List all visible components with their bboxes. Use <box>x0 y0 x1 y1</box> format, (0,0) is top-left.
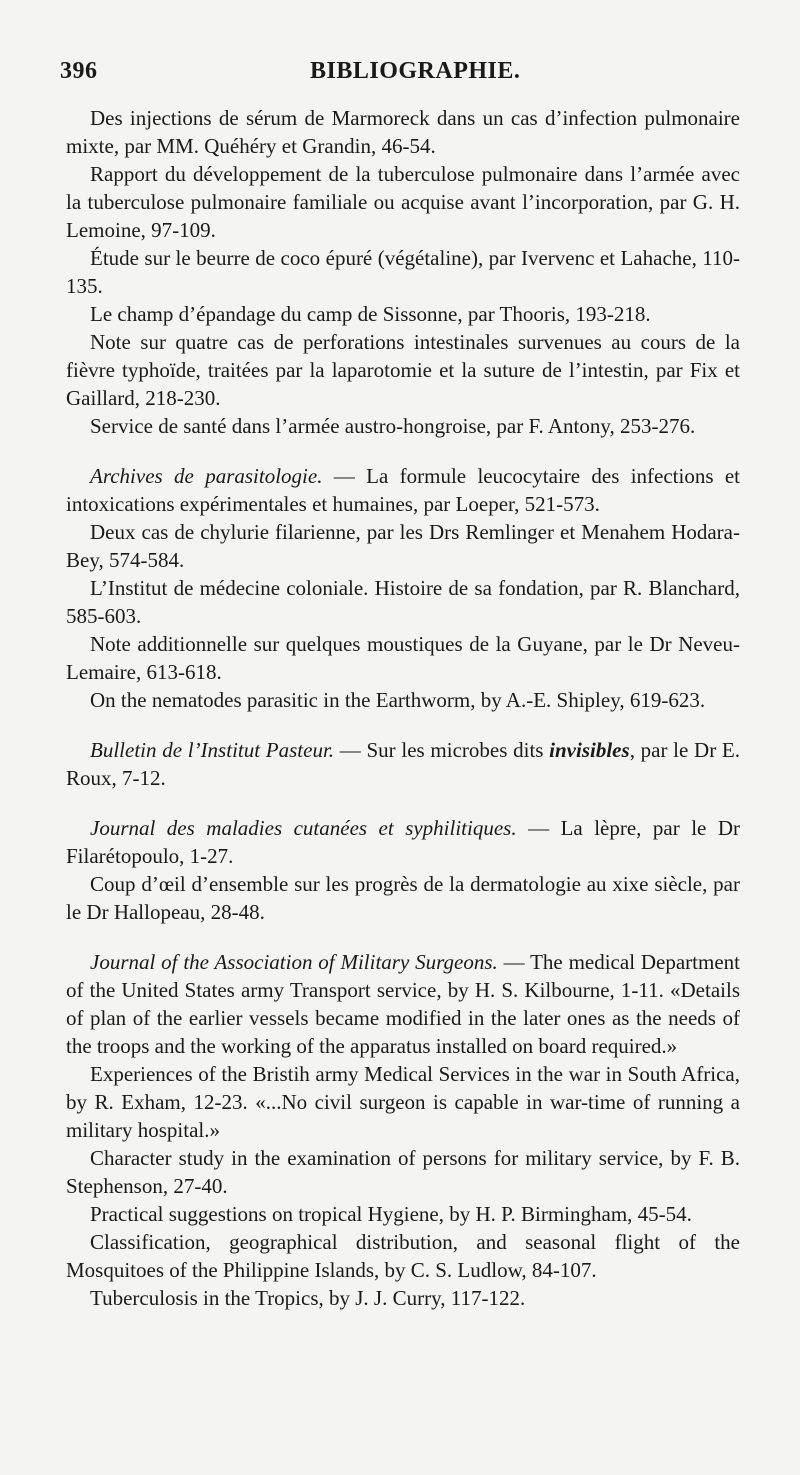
bibliography-entry: Note additionnelle sur quelques moustiques de la Guyane, par le Dr Neveu-Lemaire, 613-618. <box>66 632 740 684</box>
journal-title: Journal des maladies cutanées et syphilitiques. <box>90 816 517 840</box>
title-dash: — <box>497 950 531 974</box>
bibliography-entry: On the nematodes parasitic in the Earthworm, by A.-E. Shipley, 619-623. <box>90 688 706 712</box>
bibliography-body <box>66 104 740 1312</box>
journal-title: Journal of the Association of Military Surgeons. <box>90 950 498 974</box>
title-dash: — <box>516 816 561 840</box>
running-head: BIBLIOGRAPHIE. <box>310 58 521 84</box>
bibliography-entry: L’Institut de médecine coloniale. Histoire de sa fondation, par R. Blanchard, 585-603. <box>66 576 740 628</box>
journal-title: Bulletin de l’Institut Pasteur. <box>90 738 335 762</box>
bibliography-entry: Le champ d’épandage du camp de Sissonne, par Thooris, 193-218. <box>90 302 651 326</box>
page-number: 396 <box>60 58 98 84</box>
bibliography-entry: Practical suggestions on tropical Hygiene, by H. P. Birmingham, 45-54. <box>90 1202 692 1226</box>
section-military-surgeons <box>66 948 740 1312</box>
bibliography-entry: Étude sur le beurre de coco épuré (végétaline), par Ivervenc et Lahache, 110-135. <box>66 246 740 298</box>
entry-text: The medical Department of the United States army Transport service, by H. S. Kilbourne, 1-11. «Details of plan of the earlier vessels became modified in the later ones as the needs of the troops and the working of the apparatus installed on board required.» <box>66 950 740 1058</box>
bibliography-entry: Experiences of the Bristih army Medical Services in the war in South Africa, by R. Exham, 12-23. «...No civil surgeon is capable in war-time of running a military hospital.» <box>66 1062 740 1142</box>
entry-text: La formule leucocytaire des infections et intoxications expérimentales et humaines, par Loeper, 521-573. <box>66 464 741 516</box>
bibliography-entry: Note sur quatre cas de perforations intestinales survenues au cours de la fièvre typhoïde, traitées par la laparotomie et la suture de l’intestin, par Fix et Gaillard, 218-230. <box>66 330 740 410</box>
journal-title: Archives de parasitologie. <box>90 464 323 488</box>
bibliography-entry: Classification, geographical distribution, and seasonal flight of the Mosquitoes of the Philippine Islands, by C. S. Ludlow, 84-107. <box>66 1230 740 1282</box>
entry-text: , par le Dr E. Roux, 7-12. <box>66 738 741 790</box>
section-first-entry <box>66 736 740 792</box>
page-header <box>60 58 740 98</box>
entry-text: La lèpre, par le Dr Filarétopoulo, 1-27. <box>66 816 741 868</box>
bibliography-entry: Rapport du développement de la tuberculose pulmonaire dans l’armée avec la tuberculose pulmonaire familiale ou acquise avant l’incorporation, par G. H. Lemoine, 97-109. <box>66 162 740 242</box>
title-dash: — <box>322 464 367 488</box>
emphasis-word: invisibles <box>549 738 630 762</box>
bibliography-entry: Deux cas de chylurie filarienne, par les Drs Remlinger et Menahem Hodara-Bey, 574-584. <box>66 520 740 572</box>
entry-text: Sur les microbes dits <box>366 738 550 762</box>
section-archives-parasitologie <box>66 462 740 714</box>
bibliography-entry: Des injections de sérum de Marmoreck dans un cas d’infection pulmonaire mixte, par MM. Quéhéry et Grandin, 46-54. <box>66 106 740 158</box>
section-first-entry <box>66 948 740 1060</box>
bibliography-entry: Tuberculosis in the Tropics, by J. J. Curry, 117-122. <box>90 1286 526 1310</box>
bibliography-entry: Coup d’œil d’ensemble sur les progrès de la dermatologie au xixe siècle, par le Dr Hallopeau, 28-48. <box>66 872 740 924</box>
bibliography-entry: Character study in the examination of persons for military service, by F. B. Stephenson, 27-40. <box>66 1146 740 1198</box>
bibliography-entry: Service de santé dans l’armée austro-hongroise, par F. Antony, 253-276. <box>90 414 696 438</box>
title-dash: — <box>334 738 367 762</box>
section-maladies-cutanees <box>66 814 740 926</box>
section-bulletin-pasteur <box>66 736 740 792</box>
section-first-entry <box>66 814 740 870</box>
section-first-entry <box>66 462 740 518</box>
